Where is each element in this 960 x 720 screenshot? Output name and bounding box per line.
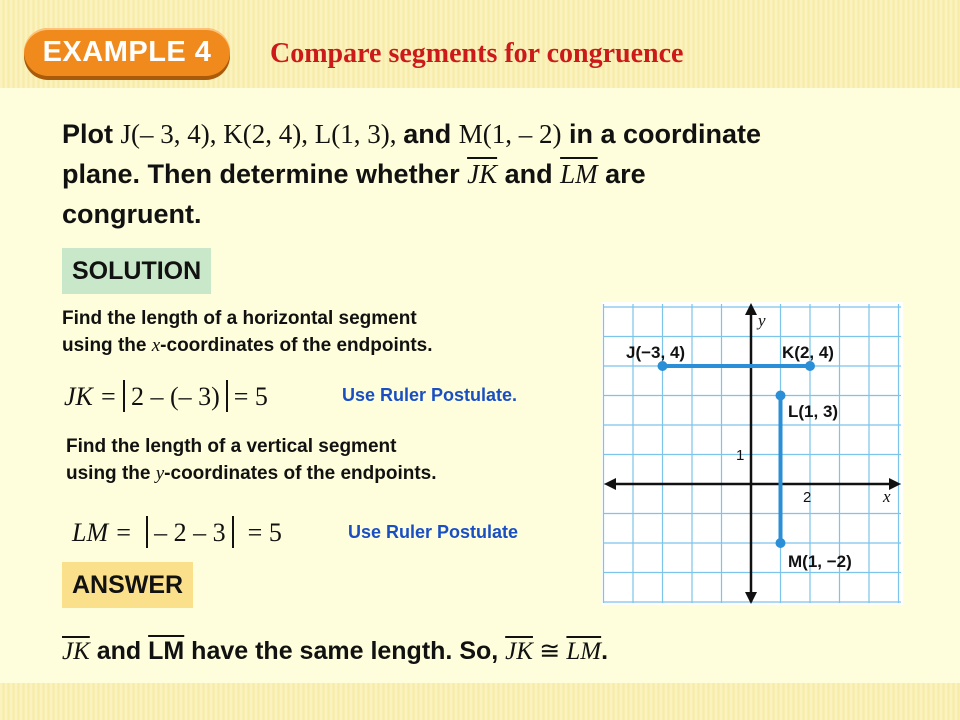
instruction-text: using the [66,463,156,484]
instruction-text: -coordinates of the endpoints. [160,335,433,356]
jk-lhs: JK = [64,382,117,411]
point-L-label: L(1, 3) [788,402,839,421]
point-L [776,391,786,401]
segment-LM: $\overline{LM}$ [566,638,602,665]
point-J-text: J(– 3, 4), [120,119,224,149]
ruler-postulate-note-2: Use Ruler Postulate [348,522,519,542]
x-variable: x [151,335,161,356]
abs-bar [232,516,234,548]
y-variable: y [155,463,165,484]
problem-line-3: congruent. [62,199,202,229]
lm-lhs: LM = [72,518,133,547]
y-axis-label: y [758,311,766,330]
lm-abs-value: – 2 – 3 [154,518,226,547]
problem-statement [62,114,922,234]
answer-label: ANSWER [62,562,193,608]
jk-equation [64,380,268,412]
point-K [805,361,815,371]
segment-JK: $\overline{JK}$ [467,159,498,189]
instruction-text: -coordinates of the endpoints. [164,463,437,484]
answer-text: and [89,637,149,665]
ruler-postulate-note-1: Use Ruler Postulate. [342,385,518,405]
abs-bar [146,516,148,548]
problem-text: and [497,159,561,189]
problem-text: are [597,159,646,189]
answer-statement [62,636,608,666]
x-axis-label: x [883,487,891,506]
problem-text: and [403,119,459,149]
example-badge: EXAMPLE 4 [24,28,230,76]
coordinate-plane-svg [602,302,903,605]
segment-JK: $\overline{JK}$ [505,638,533,665]
instruction-text: using the [62,335,152,356]
answer-text: have the same length. So, [184,637,506,665]
footer-band [0,683,960,720]
x-axis-arrow-left [604,478,616,490]
congruent-symbol: ≅ [532,638,567,665]
point-M-text: M(1, – 2) [458,119,562,149]
answer-text: . [601,637,609,665]
instruction-line: Find the length of a horizontal segment [62,308,417,329]
point-M-label: M(1, −2) [788,552,852,571]
abs-bar [123,380,125,412]
lm-equation [72,516,282,548]
horizontal-instructions [62,305,433,359]
abs-bar [226,380,228,412]
lm-rhs: = 5 [247,518,282,547]
segment-LM: $\overline{LM}$ [560,159,598,189]
instruction-line: Find the length of a vertical segment [66,436,397,457]
jk-rhs: = 5 [233,382,268,411]
vertical-instructions [66,433,437,487]
problem-line-1 [62,114,922,154]
x-axis-arrow-right [889,478,901,490]
problem-line-2 [62,154,922,194]
jk-abs-value: 2 – (– 3) [130,382,220,411]
problem-text: Plot [62,119,121,149]
point-J-label: J(−3, 4) [626,343,686,362]
point-J [658,361,668,371]
point-L-text: L(1, 3), [314,119,404,149]
page-title: Compare segments for congruence [270,38,684,69]
coordinate-plane [602,302,903,605]
x-tick-label: 2 [803,489,812,506]
y-axis-arrow-up [745,303,757,315]
instruction-line [62,332,433,359]
point-K-label: K(2, 4) [782,343,834,362]
problem-text: in a coordinate [561,119,762,149]
solution-label: SOLUTION [62,248,211,294]
point-K-text: K(2, 4), [223,119,315,149]
y-tick-label: 1 [736,447,745,464]
segment-LM: $\overline{LM}$ [148,637,185,665]
point-M [776,538,786,548]
instruction-line [66,460,437,487]
segment-JK: $\overline{JK}$ [62,638,90,665]
problem-text: plane. Then determine whether [62,159,468,189]
